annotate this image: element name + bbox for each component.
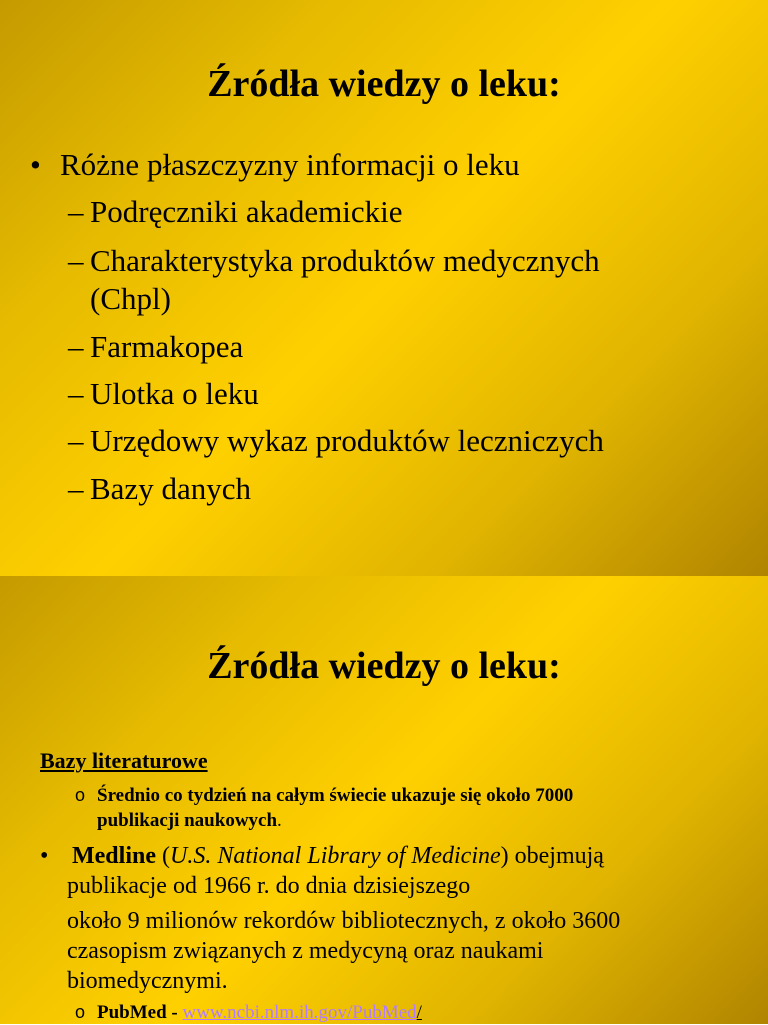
medline-label: Medline <box>72 843 156 869</box>
section-heading: Bazy literaturowe <box>40 748 208 773</box>
list-item: – Urzędowy wykaz produktów leczniczych <box>68 423 604 458</box>
list-item: – Charakterystyka produktów medycznych (Chpl) <box>68 243 600 316</box>
list-item: – Bazy danych <box>68 471 251 506</box>
text-line: publikacje od 1966 r. do dnia dzisiejszego <box>67 873 471 899</box>
list-item: – Ulotka o leku <box>68 376 259 411</box>
slide-1-title: Źródła wiedzy o leku: <box>207 63 561 105</box>
sub-list-item: o Średnio co tydzień na całym świecie ukazuje się około 7000 publikacji naukowych. <box>75 785 574 831</box>
bullet-text: Różne płaszczyzny informacji o leku <box>60 147 520 182</box>
list-item: – Podręczniki akademickie <box>68 194 403 229</box>
medline-source: U.S. National Library of Medicine <box>170 843 501 869</box>
circle-bullet-icon: o <box>75 1002 86 1022</box>
bullet-item: • Medline (U.S. National Library of Medicine) obejmują <box>40 843 604 869</box>
paragraph: około 9 milionów rekordów bibliotecznych, z około 3600 czasopism związanych z medycyną oraz naukami biomedycznymi. <box>67 908 621 994</box>
list-item: – Farmakopea <box>68 329 244 364</box>
pubmed-link[interactable]: www.ncbi.nlm.ih.gov/PubMed <box>182 1002 417 1023</box>
bullet-dot: • <box>30 147 41 182</box>
bullet-dot: • <box>40 843 49 869</box>
bullet-item <box>30 147 520 183</box>
sub-list-item: o PubMed - www.ncbi.nlm.ih.gov/PubMed/ <box>75 1002 422 1023</box>
circle-bullet-icon: o <box>75 785 86 805</box>
slide-2-title: Źródła wiedzy o leku: <box>207 645 561 687</box>
